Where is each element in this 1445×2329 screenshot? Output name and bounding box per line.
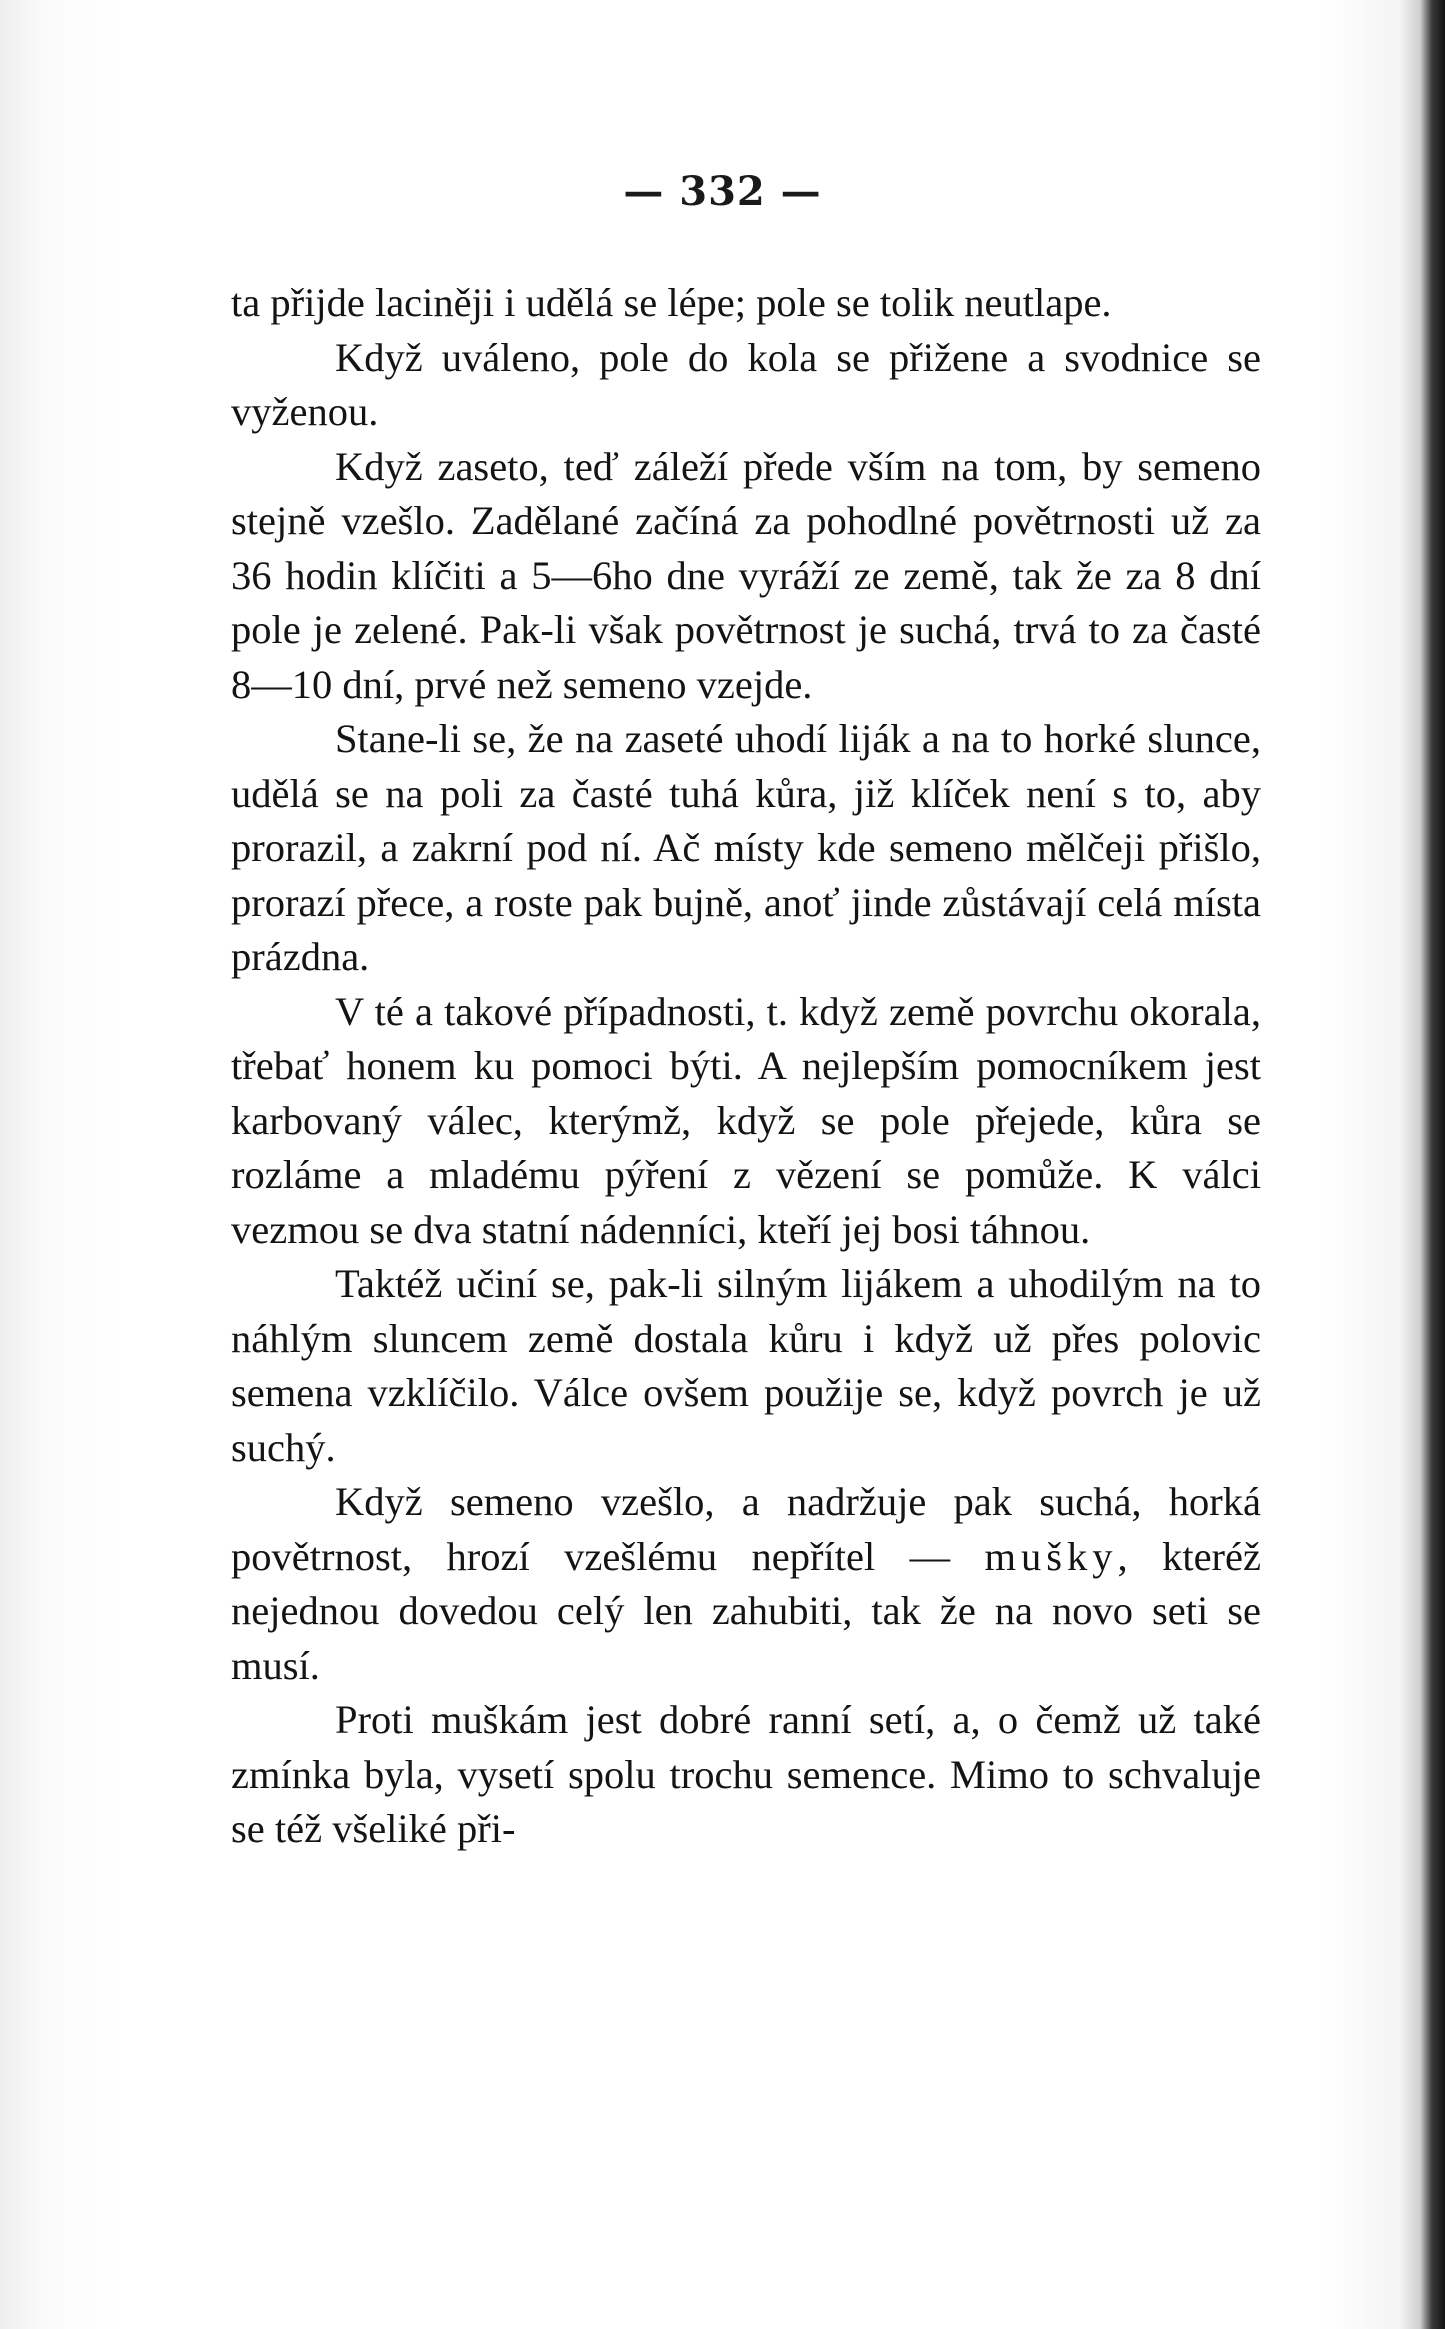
paragraph-5: V té a takové případnosti, t. když země povrchu okorala, třebať honem ku pomoci býti. A nejlepším pomocníkem jest karbovaný válec, kterýmž, když se pole přejede, kůra se rozláme a mladému pýření z vězení se pomůže. K válci vezmou se dva statní nádenníci, kteří jej bosi táhnou.	[231, 988, 1261, 1252]
paragraph-7-text-before: Když semeno vzešlo, a nadržuje pak suchá, horká povětrnost, hrozí vzešlému nepřítel —	[231, 1479, 1261, 1579]
paragraph-4: Stane-li se, že na zaseté uhodí liják a na to horké slunce, udělá se na poli za časté tuhá kůra, již klíček není s to, aby prorazil, a zakrní pod ní. Ač místy kde semeno mělčeji přišlo, prorazí přece, a roste pak bujně, anoť jinde zůstávají celá místa prázdna.	[231, 716, 1261, 979]
paragraph-3: Když zaseto, teď záleží přede vším na tom, by semeno stejně vzešlo. Zadělané začíná za pohodlné povětrnosti už za 36 hodin klíčiti a 5—6ho dne vyráží ze země, tak že za 8 dní pole je zelené. Pak-li však povětrnost je suchá, trvá to za časté 8—10 dní, prvé než semeno vzejde.	[231, 443, 1261, 707]
paragraph-2: Když uváleno, pole do kola se přižene a svodnice se vyženou.	[231, 334, 1261, 434]
paragraph-8: Proti muškám jest dobré ranní setí, a, o čemž už také zmínka byla, vysetí spolu trochu semence. Mimo to schvaluje se též všeliké při-	[231, 1697, 1261, 1851]
paragraph-7-spaced-word: mušky	[984, 1533, 1118, 1579]
page-number-header: — 332 —	[623, 168, 822, 215]
body-text	[231, 276, 1261, 1857]
paragraph-7	[231, 1475, 1261, 1693]
paragraph-6: Taktéž učiní se, pak-li silným lijákem a uhodilým na to náhlým sluncem země dostala kůru i když už přes polovic semena vzklíčilo. Válce ovšem použije se, když povrch je už suchý.	[231, 1261, 1261, 1470]
paragraph-7-text-after: , kteréž nejednou dovedou celý len zahubiti, tak že na novo seti se musí.	[231, 1533, 1261, 1688]
paragraph-1: ta přijde laciněji i udělá se lépe; pole se tolik neutlape.	[231, 280, 1112, 325]
